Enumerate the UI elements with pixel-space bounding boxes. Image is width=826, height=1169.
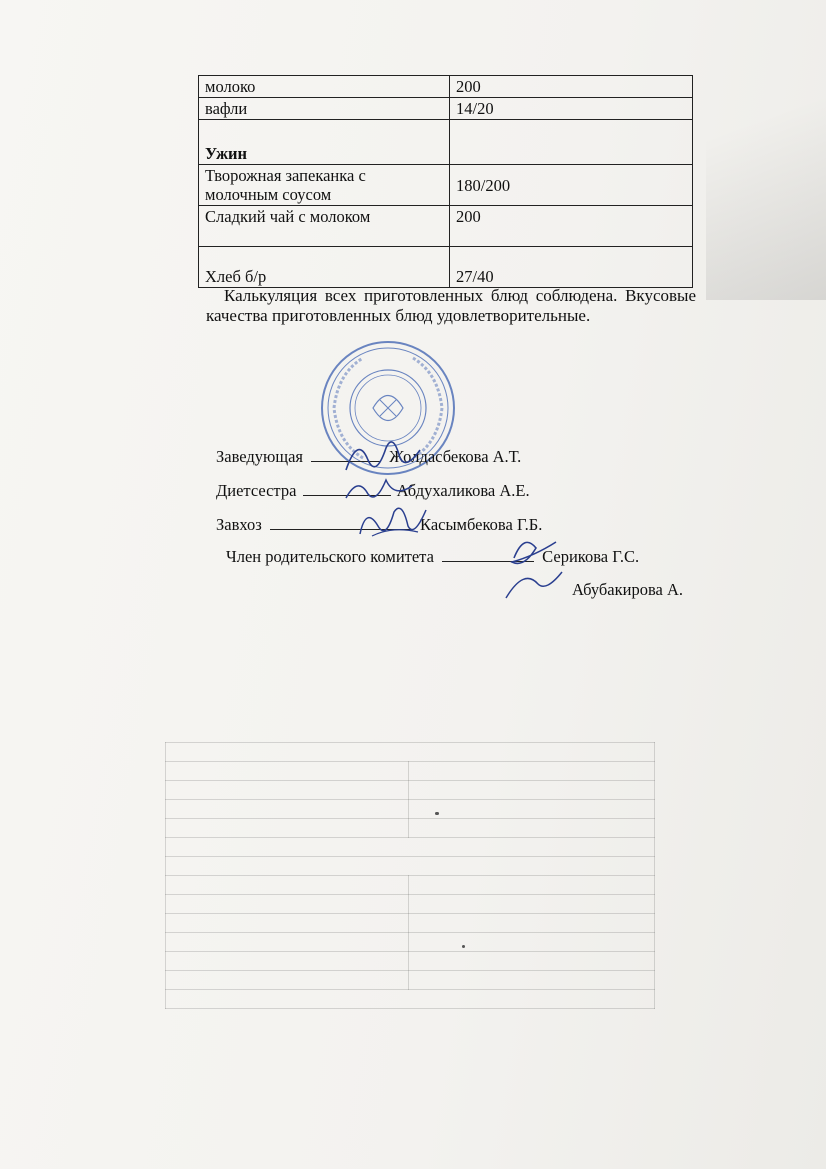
signatory-role: Завхоз bbox=[216, 515, 262, 534]
conclusion-text: Калькуляция всех приготовленных блюд соблюдена. Вкусовые качества приготовленных блюд удовлетворительные. bbox=[206, 286, 696, 325]
menu-item-name: вафли bbox=[199, 98, 450, 120]
scan-shadow bbox=[706, 0, 826, 300]
conclusion-paragraph bbox=[206, 286, 696, 326]
signatory-name: Серикова Г.С. bbox=[542, 547, 640, 566]
signatory-name: Абубакирова А. bbox=[572, 580, 684, 599]
handwritten-signature bbox=[494, 528, 574, 608]
signatory-role: Диетсестра bbox=[216, 481, 297, 500]
meal-section-title: Ужин bbox=[199, 120, 450, 165]
reverse-side-table-bleed bbox=[165, 742, 655, 1009]
table-row-section-header bbox=[199, 120, 693, 165]
menu-item-portion: 27/40 bbox=[450, 247, 693, 288]
table-row bbox=[199, 98, 693, 120]
speck bbox=[435, 812, 439, 815]
signature-line-parent-committee bbox=[226, 547, 639, 567]
handwritten-signature bbox=[352, 496, 432, 544]
menu-item-portion: 14/20 bbox=[450, 98, 693, 120]
menu-item-name: молоко bbox=[199, 76, 450, 98]
speck bbox=[462, 945, 465, 948]
signatory-name: Абдухаликова А.Е. bbox=[396, 481, 530, 500]
signatory-name: Жолдасбекова А.Т. bbox=[389, 447, 522, 466]
signatory-name: Касымбекова Г.Б. bbox=[420, 515, 543, 534]
signatory-role: Заведующая bbox=[216, 447, 303, 466]
menu-item-portion bbox=[450, 120, 693, 165]
table-row bbox=[199, 206, 693, 247]
menu-item-portion: 180/200 bbox=[450, 165, 693, 206]
menu-item-portion: 200 bbox=[450, 76, 693, 98]
table-row bbox=[199, 247, 693, 288]
menu-item-name: Хлеб б/р bbox=[199, 247, 450, 288]
menu-table bbox=[198, 75, 693, 288]
signature-line-parent-committee-2 bbox=[572, 580, 683, 600]
signatory-role: Член родительского комитета bbox=[226, 547, 434, 566]
table-row bbox=[199, 165, 693, 206]
menu-item-name: Творожная запеканка с молочным соусом bbox=[199, 165, 450, 206]
table-row bbox=[199, 76, 693, 98]
menu-item-portion: 200 bbox=[450, 206, 693, 247]
menu-item-name: Сладкий чай с молоком bbox=[199, 206, 450, 247]
